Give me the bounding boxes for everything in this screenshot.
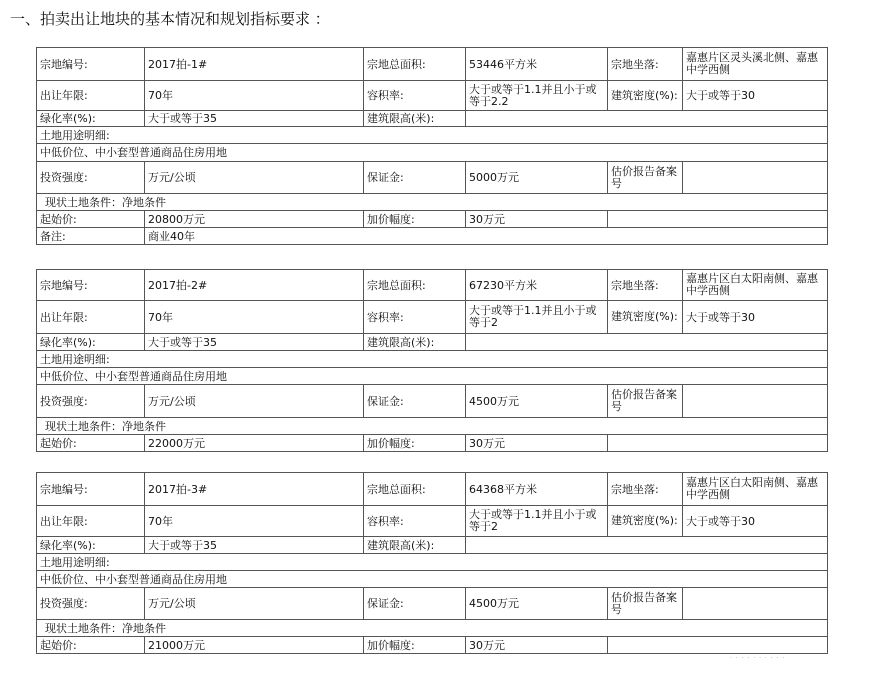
value-start-price: 21000万元 (145, 637, 364, 654)
value-far: 大于或等于1.1并且小于或等于2.2 (466, 81, 608, 111)
value-condition: 净地条件 (122, 419, 166, 433)
label-green: 绿化率(%): (37, 111, 145, 127)
value-investment: 万元/公顷 (145, 588, 364, 620)
parcel-table-1 (36, 47, 828, 245)
label-start-price: 起始价: (37, 637, 145, 654)
value-parcel-no: 2017拍-3# (145, 473, 364, 506)
land-condition-row (37, 194, 828, 211)
value-appraisal (683, 385, 828, 418)
label-land-use: 土地用途明细: (37, 351, 828, 368)
label-term: 出让年限: (37, 81, 145, 111)
parcel-table-2 (36, 269, 828, 452)
label-increment: 加价幅度: (364, 435, 466, 452)
value-green: 大于或等于35 (145, 537, 364, 554)
label-appraisal: 估价报告备案号 (608, 162, 683, 194)
value-land-use: 中低价位、中小套型普通商品住房用地 (37, 368, 828, 385)
label-parcel-no: 宗地编号: (37, 473, 145, 506)
label-deposit: 保证金: (364, 385, 466, 418)
label-total-area: 宗地总面积: (364, 48, 466, 81)
label-term: 出让年限: (37, 301, 145, 334)
value-land-use: 中低价位、中小套型普通商品住房用地 (37, 571, 828, 588)
value-total-area: 67230平方米 (466, 270, 608, 301)
label-total-area: 宗地总面积: (364, 270, 466, 301)
label-far: 容积率: (364, 81, 466, 111)
label-start-price: 起始价: (37, 435, 145, 452)
value-term: 70年 (145, 81, 364, 111)
value-location: 嘉惠片区白太阳南侧、嘉惠中学西侧 (683, 473, 828, 506)
label-green: 绿化率(%): (37, 334, 145, 351)
value-term: 70年 (145, 301, 364, 334)
value-term: 70年 (145, 506, 364, 537)
value-remark: 商业40年 (145, 228, 828, 245)
value-density: 大于或等于30 (683, 81, 828, 111)
value-height-limit (466, 111, 828, 127)
label-parcel-no: 宗地编号: (37, 48, 145, 81)
label-total-area: 宗地总面积: (364, 473, 466, 506)
label-remark: 备注: (37, 228, 145, 245)
value-total-area: 53446平方米 (466, 48, 608, 81)
value-location: 嘉惠片区灵头溪北侧、嘉惠中学西侧 (683, 48, 828, 81)
value-increment: 30万元 (466, 637, 608, 654)
label-investment: 投资强度: (37, 588, 145, 620)
value-density: 大于或等于30 (683, 506, 828, 537)
faint-footer-mark: · · · · · · · · · · (730, 655, 786, 662)
value-start-price: 22000万元 (145, 435, 364, 452)
label-start-price: 起始价: (37, 211, 145, 228)
label-deposit: 保证金: (364, 162, 466, 194)
value-condition: 净地条件 (122, 195, 166, 209)
value-location: 嘉惠片区白太阳南侧、嘉惠中学西侧 (683, 270, 828, 301)
value-green: 大于或等于35 (145, 334, 364, 351)
value-increment: 30万元 (466, 435, 608, 452)
value-total-area: 64368平方米 (466, 473, 608, 506)
label-land-use: 土地用途明细: (37, 554, 828, 571)
label-green: 绿化率(%): (37, 537, 145, 554)
label-appraisal: 估价报告备案号 (608, 588, 683, 620)
label-condition: 现状土地条件： (45, 419, 122, 433)
label-increment: 加价幅度: (364, 211, 466, 228)
value-far: 大于或等于1.1并且小于或等于2 (466, 301, 608, 334)
value-investment: 万元/公顷 (145, 162, 364, 194)
value-start-price: 20800万元 (145, 211, 364, 228)
label-height-limit: 建筑限高(米): (364, 537, 466, 554)
value-deposit: 5000万元 (466, 162, 608, 194)
label-density: 建筑密度(%): (608, 81, 683, 111)
value-increment: 30万元 (466, 211, 608, 228)
value-height-limit (466, 537, 828, 554)
label-deposit: 保证金: (364, 588, 466, 620)
parcel-table-3 (36, 472, 828, 654)
value-green: 大于或等于35 (145, 111, 364, 127)
value-density: 大于或等于30 (683, 301, 828, 334)
label-investment: 投资强度: (37, 385, 145, 418)
land-condition-row (37, 620, 828, 637)
value-deposit: 4500万元 (466, 588, 608, 620)
label-condition: 现状土地条件： (45, 621, 122, 635)
land-condition-row (37, 418, 828, 435)
label-location: 宗地坐落: (608, 48, 683, 81)
label-density: 建筑密度(%): (608, 301, 683, 334)
value-investment: 万元/公顷 (145, 385, 364, 418)
label-investment: 投资强度: (37, 162, 145, 194)
label-land-use: 土地用途明细: (37, 127, 828, 144)
label-location: 宗地坐落: (608, 270, 683, 301)
value-height-limit (466, 334, 828, 351)
label-height-limit: 建筑限高(米): (364, 111, 466, 127)
label-term: 出让年限: (37, 506, 145, 537)
label-location: 宗地坐落: (608, 473, 683, 506)
label-height-limit: 建筑限高(米): (364, 334, 466, 351)
value-parcel-no: 2017拍-1# (145, 48, 364, 81)
page-heading: 一、拍卖出让地块的基本情况和规划指标要求 ： (10, 10, 330, 28)
value-deposit: 4500万元 (466, 385, 608, 418)
value-appraisal (683, 162, 828, 194)
value-condition: 净地条件 (122, 621, 166, 635)
label-increment: 加价幅度: (364, 637, 466, 654)
label-condition: 现状土地条件： (45, 195, 122, 209)
label-appraisal: 估价报告备案号 (608, 385, 683, 418)
label-parcel-no: 宗地编号: (37, 270, 145, 301)
value-appraisal (683, 588, 828, 620)
label-far: 容积率: (364, 301, 466, 334)
value-parcel-no: 2017拍-2# (145, 270, 364, 301)
value-far: 大于或等于1.1并且小于或等于2 (466, 506, 608, 537)
label-far: 容积率: (364, 506, 466, 537)
label-density: 建筑密度(%): (608, 506, 683, 537)
value-land-use: 中低价位、中小套型普通商品住房用地 (37, 144, 828, 162)
